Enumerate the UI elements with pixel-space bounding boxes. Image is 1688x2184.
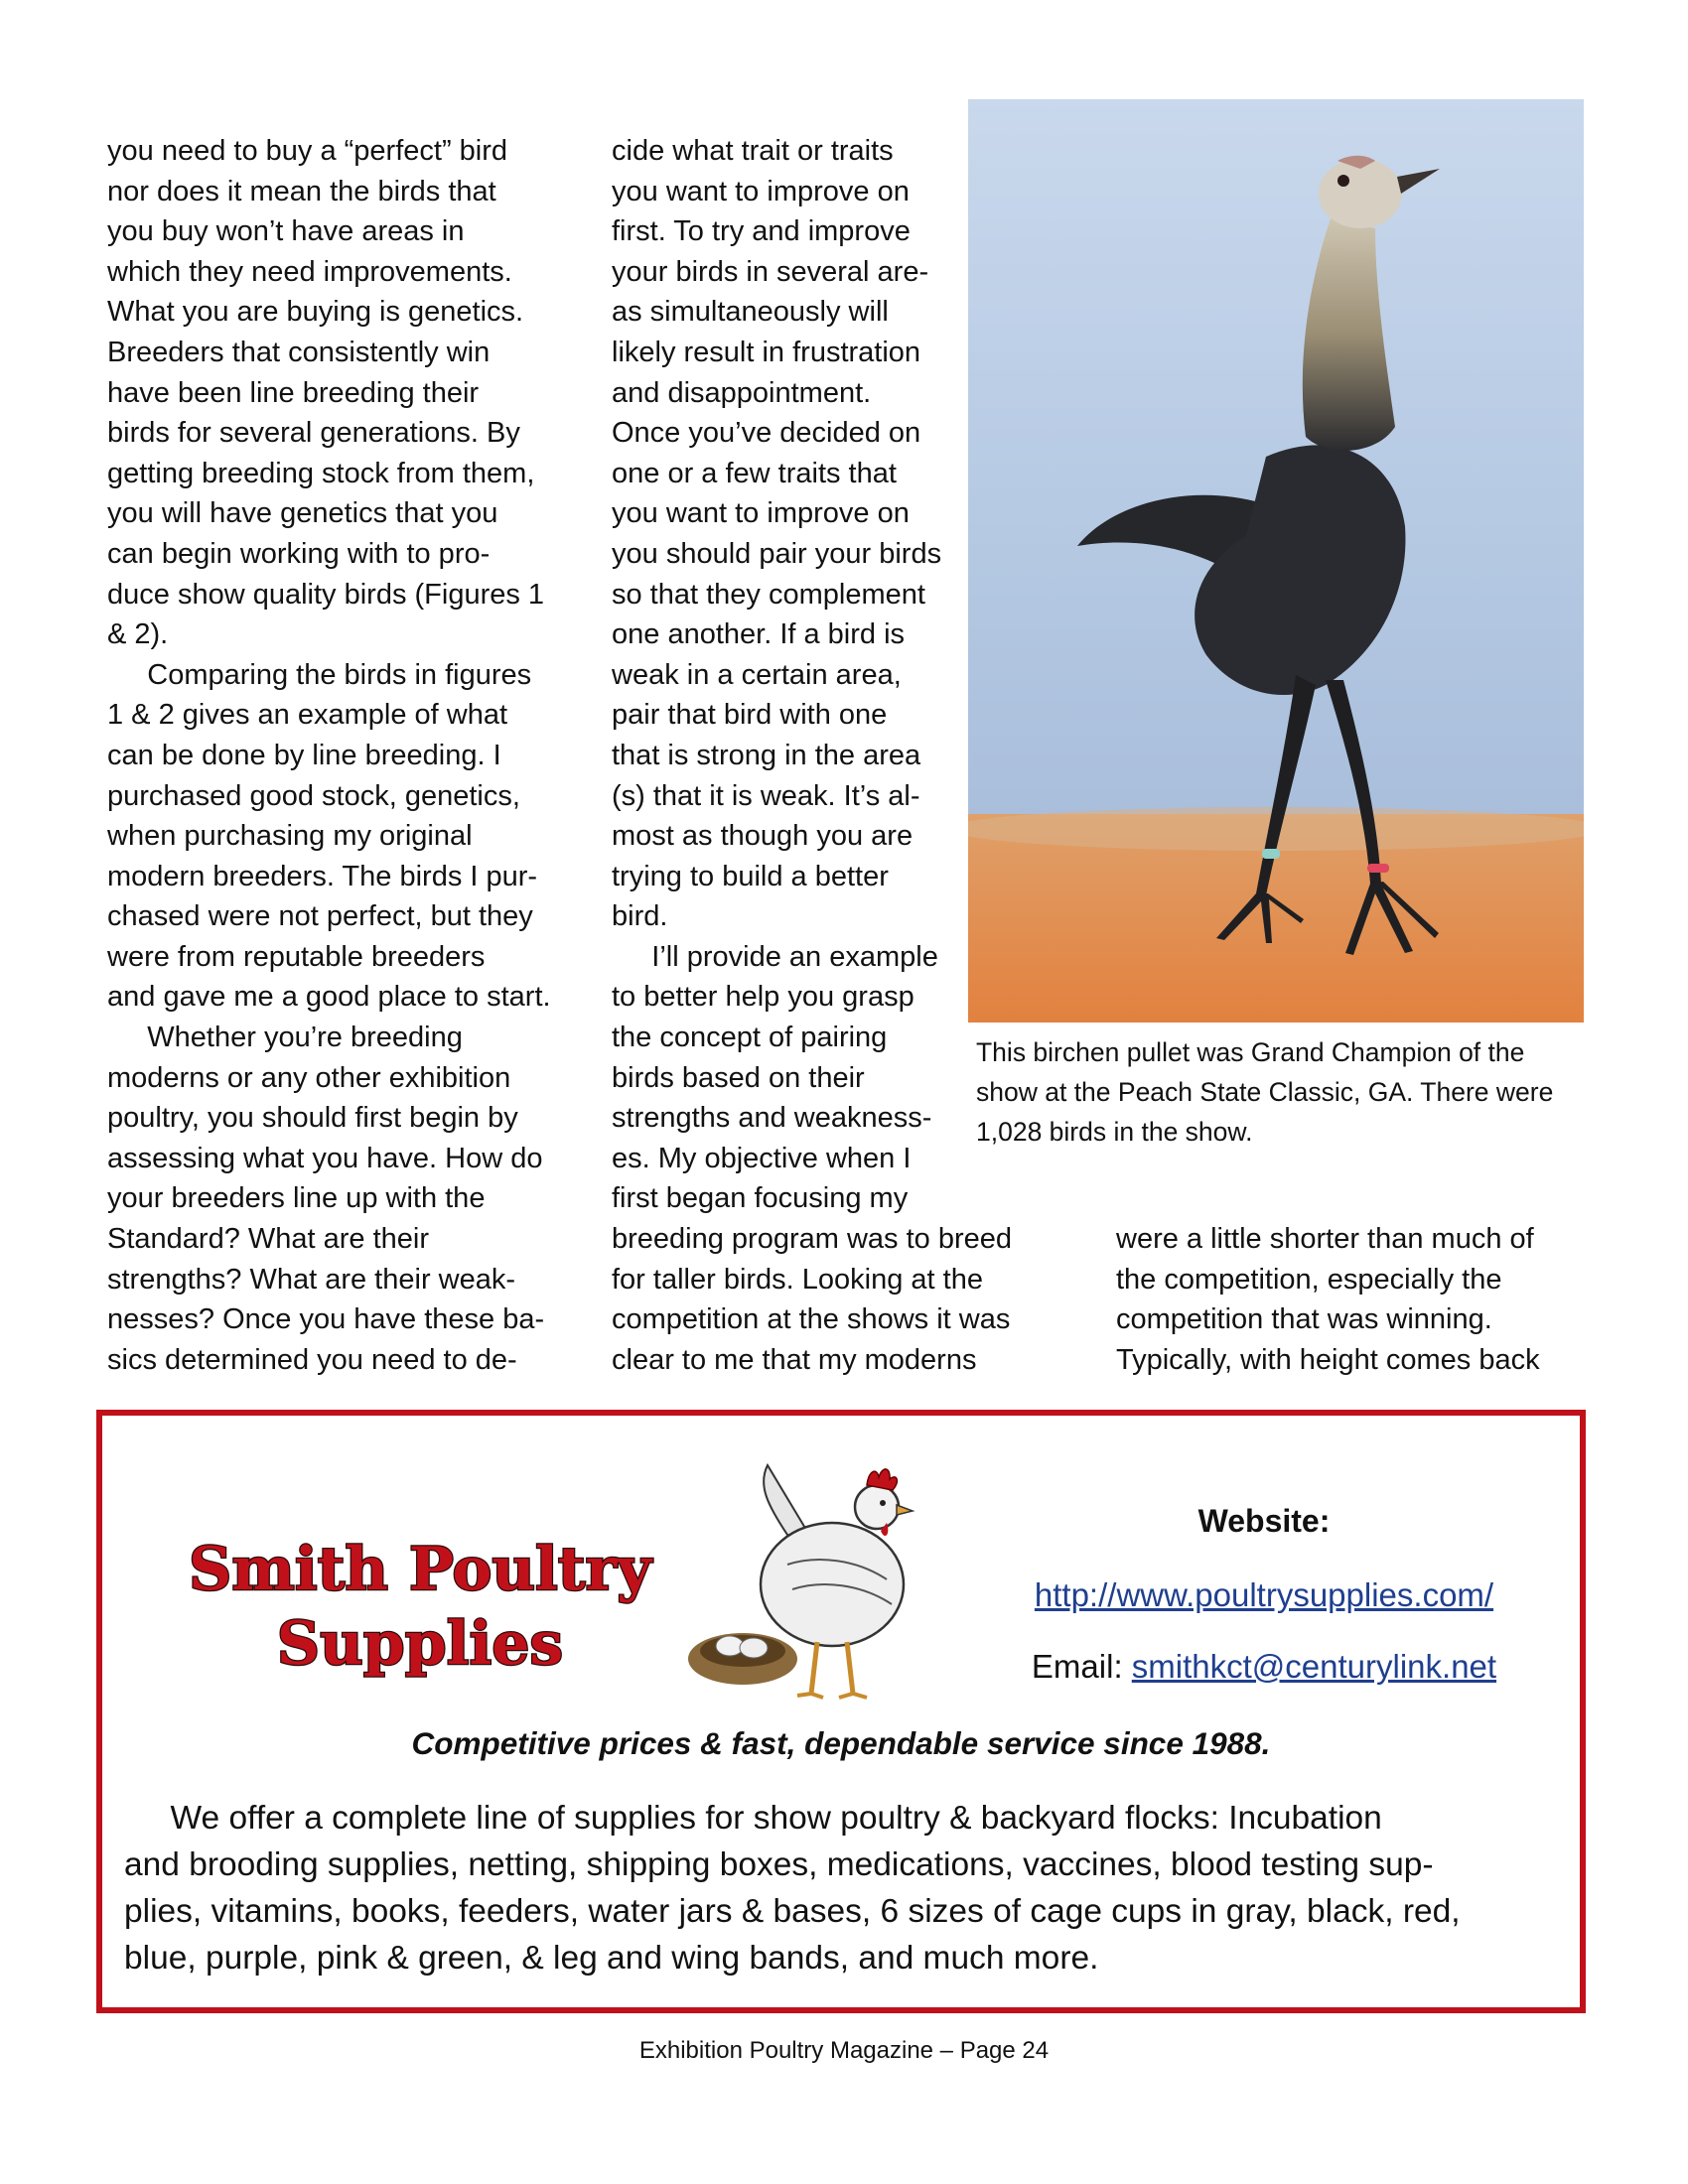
col2-line: trying to build a better xyxy=(612,860,889,892)
col2-line: cide what trait or traits xyxy=(612,135,894,167)
website-label: Website: xyxy=(1197,1503,1331,1539)
col1-line: you will have genetics that you xyxy=(107,497,498,530)
col3-line: the competition, especially the xyxy=(1116,1263,1502,1296)
ad-body xyxy=(124,1795,1564,1981)
col3-line: were a little shorter than much of xyxy=(1116,1223,1534,1255)
email-label: Email: xyxy=(1031,1648,1132,1685)
col2-line: and disappointment. xyxy=(612,376,872,409)
photo-caption xyxy=(976,1032,1582,1152)
col1-line: when purchasing my original xyxy=(107,820,473,853)
col1-line: What you are buying is genetics. xyxy=(107,296,524,329)
email-link[interactable]: smithkct@centurylink.net xyxy=(1131,1648,1497,1685)
col2-line: that is strong in the area xyxy=(612,739,921,771)
col1-line: modern breeders. The birds I pur- xyxy=(107,860,538,892)
article-column-3 xyxy=(1116,1219,1593,1380)
ad-body-line: blue, purple, pink & green, & leg and wing bands, and much more. xyxy=(124,1940,1099,1977)
col1-line: poultry, you should first begin by xyxy=(107,1102,518,1135)
col1-line: Breeders that consistently win xyxy=(107,336,491,368)
col2b-line: breeding program was to breed xyxy=(612,1223,1013,1255)
smith-poultry-logo xyxy=(152,1525,688,1684)
article-column-2 xyxy=(612,131,969,1219)
article-column-1 xyxy=(107,131,584,1380)
col2-line: your birds in several are- xyxy=(612,255,929,288)
col1-line: Standard? What are their xyxy=(107,1223,430,1256)
col2b-line: competition at the shows it was xyxy=(612,1303,1011,1336)
col1-line: which they need improvements. xyxy=(107,255,512,288)
col2-line: the concept of pairing xyxy=(612,1022,888,1054)
col2-line: weak in a certain area, xyxy=(612,658,902,691)
col1-line: can be done by line breeding. I xyxy=(107,739,501,771)
col1-line: your breeders line up with the xyxy=(107,1182,486,1215)
col2b-line: clear to me that my moderns xyxy=(612,1343,977,1376)
col1-line: getting breeding stock from them, xyxy=(107,457,535,489)
col1-line: duce show quality birds (Figures 1 xyxy=(107,578,545,611)
col1-line: have been line breeding their xyxy=(107,376,480,409)
col1-line: chased were not perfect, but they xyxy=(107,900,533,933)
col2-line: as simultaneously will xyxy=(612,296,889,329)
email-row xyxy=(996,1648,1532,1686)
article-column-2-bottom xyxy=(612,1219,1068,1380)
col1-line: strengths? What are their weak- xyxy=(107,1263,516,1296)
pullet-photo xyxy=(968,99,1584,1023)
col2-line: most as though you are xyxy=(612,820,914,853)
col2-line: (s) that it is weak. It’s al- xyxy=(612,779,920,812)
col2-line: es. My objective when I xyxy=(612,1142,912,1174)
col1-line: & 2). xyxy=(107,618,169,651)
col2-line: pair that bird with one xyxy=(612,699,888,732)
col1-line: were from reputable breeders xyxy=(107,940,486,973)
caption-line: 1,028 birds in the show. xyxy=(976,1117,1253,1147)
page-footer: Exhibition Poultry Magazine – Page 24 xyxy=(638,2037,1050,2064)
col1-line: sics determined you need to de- xyxy=(107,1343,517,1376)
col1-line: Whether you’re breeding xyxy=(107,1022,463,1054)
col2-line: likely result in frustration xyxy=(612,336,921,368)
col2-line: you want to improve on xyxy=(612,175,910,207)
logo-line-1: Smith Poultry xyxy=(189,1535,651,1604)
col2-line: you should pair your birds xyxy=(612,537,942,570)
col1-line: can begin working with to pro- xyxy=(107,537,491,570)
col1-line: assessing what you have. How do xyxy=(107,1142,543,1174)
col2-line: I’ll provide an example xyxy=(612,940,938,973)
col1-line: nesses? Once you have these ba- xyxy=(107,1303,545,1336)
col1-line: birds for several generations. By xyxy=(107,417,520,450)
caption-line: show at the Peach State Classic, GA. There were xyxy=(976,1077,1554,1107)
col2-line: birds based on their xyxy=(612,1061,865,1094)
col2-line: one or a few traits that xyxy=(612,457,897,489)
col1-line: moderns or any other exhibition xyxy=(107,1061,511,1094)
col1-line: you buy won’t have areas in xyxy=(107,215,465,248)
ad-tagline: Competitive prices & fast, dependable service since 1988. xyxy=(411,1725,1271,1761)
col3-line: competition that was winning. xyxy=(1116,1303,1492,1336)
col1-line: 1 & 2 gives an example of what xyxy=(107,699,508,732)
col1-line: Comparing the birds in figures xyxy=(107,658,532,691)
website-link[interactable]: http://www.poultrysupplies.com/ xyxy=(1034,1576,1494,1613)
col1-line: purchased good stock, genetics, xyxy=(107,779,520,812)
col1-line: you need to buy a “perfect” bird xyxy=(107,135,508,167)
col2-line: so that they complement xyxy=(612,578,925,611)
col2-line: first. To try and improve xyxy=(612,215,911,248)
caption-line: This birchen pullet was Grand Champion of the xyxy=(976,1037,1525,1067)
col2-line: to better help you grasp xyxy=(612,981,914,1014)
logo-line-2: Supplies xyxy=(276,1609,564,1679)
pullet-image xyxy=(968,99,1584,1023)
col1-line: and gave me a good place to start. xyxy=(107,981,551,1014)
ad-body-line: We offer a complete line of supplies for show poultry & backyard flocks: Incubation xyxy=(124,1800,1382,1837)
col2-line: you want to improve on xyxy=(612,497,910,530)
col2-line: first began focusing my xyxy=(612,1182,909,1215)
col2-line: Once you’ve decided on xyxy=(612,417,921,450)
ad-body-line: and brooding supplies, netting, shipping boxes, medications, vaccines, blood testing sup- xyxy=(124,1846,1434,1883)
col2-line: one another. If a bird is xyxy=(612,618,906,651)
col3-line: Typically, with height comes back xyxy=(1116,1343,1540,1376)
col1-line: nor does it mean the birds that xyxy=(107,175,496,207)
ad-body-line: plies, vitamins, books, feeders, water jars & bases, 6 sizes of cage cups in gray, black, red, xyxy=(124,1893,1461,1930)
smith-poultry-ad xyxy=(96,1410,1586,2013)
col2b-line: for taller birds. Looking at the xyxy=(612,1263,983,1296)
col2-line: strengths and weakness- xyxy=(612,1102,932,1135)
col2-line: bird. xyxy=(612,900,668,933)
hen-illustration xyxy=(688,1445,936,1713)
